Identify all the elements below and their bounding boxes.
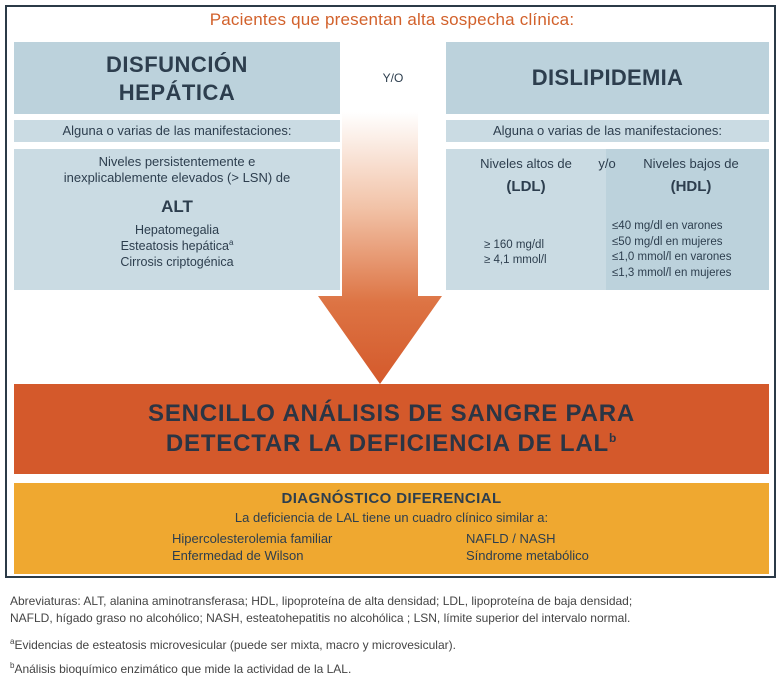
blood-test-line1: SENCILLO ANÁLISIS DE SANGRE PARA bbox=[148, 400, 635, 427]
blood-test-line2: DETECTAR LA DEFICIENCIA DE LAL$^b$ bbox=[165, 430, 618, 457]
hepatic-details-panel bbox=[14, 149, 340, 290]
differential-diagnosis-box bbox=[14, 483, 769, 574]
hdl-value-3: ≤1,3 mmol/l en mujeres bbox=[612, 266, 732, 279]
hdl-value-0: ≤40 mg/dl en varones bbox=[612, 220, 723, 232]
right-manifestations-label: Alguna o varias de las manifestaciones: bbox=[446, 120, 769, 142]
differential-subtitle: La deficiencia de LAL tiene un cuadro clínico similar a: bbox=[234, 510, 549, 525]
hdl-label: Niveles bajos de bbox=[643, 156, 739, 171]
footnote-a: $^a$Evidencias de esteatosis microvesicular (puede ser mixta, macro y microvesicular). bbox=[10, 637, 456, 652]
abbreviations-footnote bbox=[10, 593, 780, 627]
abbreviations-line2: NAFLD, hígado graso no alcohólico; NASH, esteatohepatitis no alcohólica ; LSN, límite superior del intervalo normal. bbox=[10, 611, 631, 625]
hdl-marker: (HDL) bbox=[670, 178, 712, 195]
hepatic-dysfunction-header bbox=[14, 42, 340, 114]
alt-marker: ALT bbox=[161, 197, 193, 216]
ldl-hdl-connector: y/o bbox=[598, 156, 616, 171]
hepatic-item-1: Esteatosis hepática$^a$ bbox=[120, 237, 234, 253]
hdl-value-1: ≤50 mg/dl en mujeres bbox=[612, 235, 723, 248]
differential-item: Síndrome metabólico bbox=[466, 548, 589, 563]
page-title: Pacientes que presentan alta sospecha clínica: bbox=[209, 10, 575, 29]
hepatic-item-2: Cirrosis criptogénica bbox=[120, 255, 234, 269]
differential-item: Hipercolesterolemia familiar bbox=[172, 531, 333, 546]
abbreviations-line1: Abreviaturas: ALT, alanina aminotransferasa; HDL, lipoproteína de alta densidad; LDL, lipoproteína de baja densidad; bbox=[10, 594, 633, 608]
differential-item: Enfermedad de Wilson bbox=[172, 548, 304, 563]
hdl-value-2: ≤1,0 mmol/l en varones bbox=[612, 251, 732, 263]
hepatic-heading-line2: HEPÁTICA bbox=[118, 80, 236, 105]
dyslipidemia-header: DISLIPIDEMIA bbox=[446, 42, 769, 114]
hdl-values bbox=[612, 219, 768, 281]
blood-test-box bbox=[14, 384, 769, 474]
connector-label: Y/O bbox=[382, 71, 404, 85]
hepatic-desc-line1: Niveles persistentemente e bbox=[98, 154, 256, 169]
differential-heading: DIAGNÓSTICO DIFERENCIAL bbox=[281, 490, 502, 507]
hepatic-desc-line2: inexplicablemente elevados (> LSN) de bbox=[63, 170, 291, 185]
ldl-values bbox=[484, 238, 584, 268]
footnote-b: $^b$Análisis bioquímico enzimático que mide la actividad de la LAL. bbox=[10, 661, 352, 676]
ldl-label: Niveles altos de bbox=[480, 156, 572, 171]
differential-item: NAFLD / NASH bbox=[466, 531, 556, 546]
ldl-value-0: ≥ 160 mg/dl bbox=[484, 239, 545, 251]
differential-col1 bbox=[172, 530, 332, 564]
ldl-value-1: ≥ 4,1 mmol/l bbox=[484, 254, 547, 266]
hepatic-heading-line1: DISFUNCIÓN bbox=[106, 52, 248, 77]
differential-col2 bbox=[466, 530, 589, 564]
left-manifestations-label: Alguna o varias de las manifestaciones: bbox=[14, 120, 340, 142]
hepatic-item-0: Hepatomegalia bbox=[134, 223, 220, 237]
ldl-marker: (LDL) bbox=[506, 178, 546, 195]
